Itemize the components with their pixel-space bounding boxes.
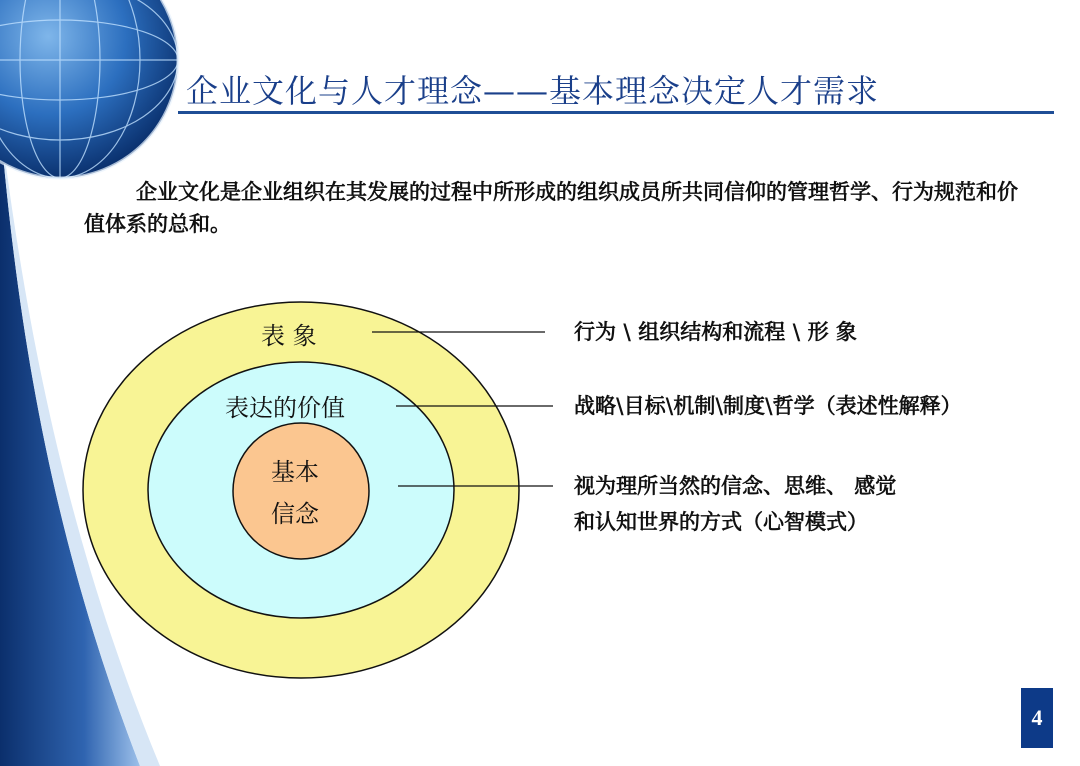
layer-description-values: 战略\目标\机制\制度\哲学（表述性解释） (574, 393, 962, 418)
slide-title: 企业文化与人才理念——基本理念决定人才需求 (186, 72, 880, 110)
layer-label-beliefs-line2: 信念 (271, 500, 319, 528)
intro-paragraph: 企业文化是企业组织在其发展的过程中所形成的组织成员所共同信仰的管理哲学、行为规范和价值体系的总和。 (84, 179, 1018, 236)
inner-core-beliefs (233, 423, 369, 559)
layer-label-beliefs-line1: 基本 (271, 458, 319, 486)
layer-description-surface: 行为 \ 组织结构和流程 \ 形 象 (574, 319, 857, 344)
layer-label-values: 表达的价值 (225, 394, 345, 422)
layer-label-surface: 表 象 (261, 322, 317, 350)
layer-description-beliefs-line2: 和认知世界的方式（心智模式） (574, 509, 868, 534)
page-number-badge: 4 (1021, 688, 1053, 748)
layer-description-beliefs-line1: 视为理所当然的信念、思维、 感觉 (574, 473, 897, 498)
